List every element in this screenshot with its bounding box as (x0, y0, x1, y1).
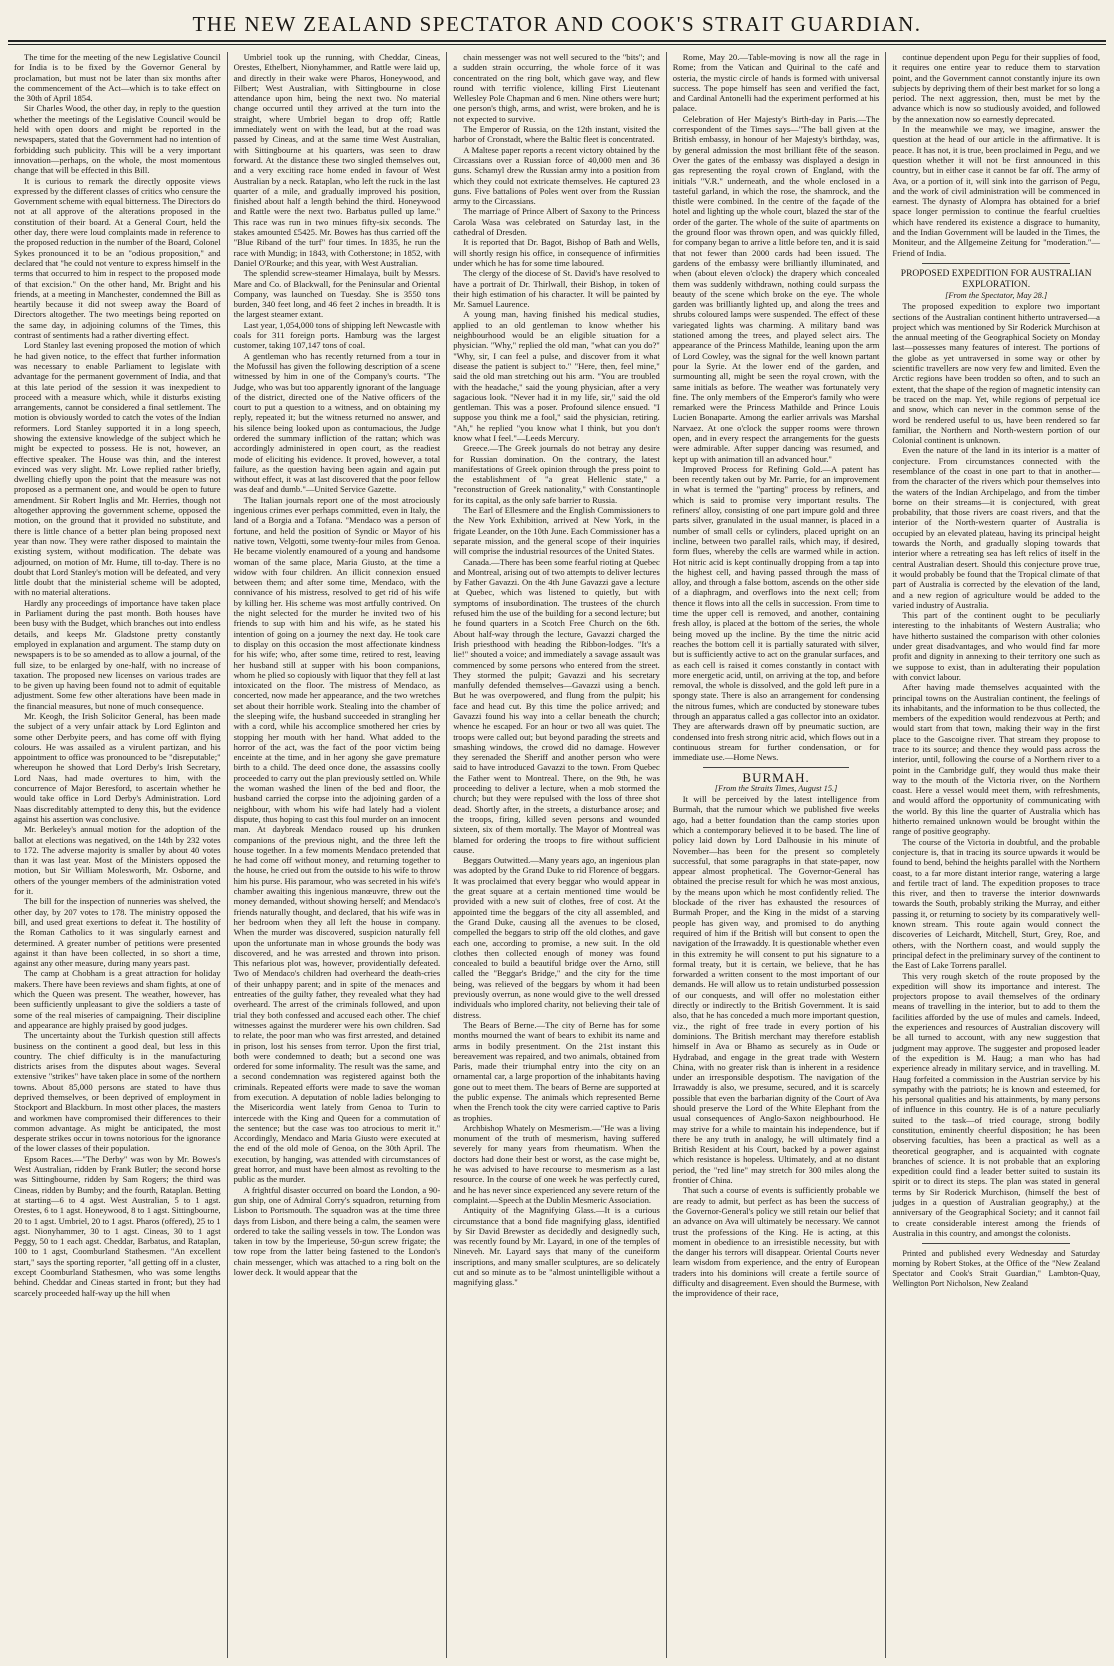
article-paragraph: Mr. Keogh, the Irish Solicitor General, has been made the subject of a very unfair attack by Lord Eglinton and some other Derbyite peers, and has come off with flying colours. He was assailed as a virulent partizan, and his appointment to office was pronounced to be "disreputable;" whereupon he showed that Lord Derby's Irish Secretary, Lord Naas, had made overtures to him, with the concurrence of Major Beresford, to ascertain whether he would take office in Lord Derby's Administration. Lord Naas discreditably attempted to deny this, but the evidence against his assertion was conclusive. (14, 711, 221, 824)
article-paragraph: This very rough sketch of the route proposed by the expedition will show its importance and interest. The projectors propose to avail themselves of the ordinary means of travelling in the interior, but to add to them the facilities afforded by the use of mules and camels. Indeed, the experiences and resources of Australian discovery will be all turned to account, with any new suggestion that judgment may approve. The suggester and proposed leader of the expedition is M. Haug; a man who has had experience already in military service, and in travelling. M. Haug forfeited a commission in the Austrian service by his sympathy with the patriots; he is known and esteemed, for his personal qualities and his attainments, by many persons of influence in this country. He is of a nature peculiarly suited to the task—of tried courage, strong bodily constitution, eminently cheerful disposition; he has been observing faculties, has been a practical as well as a theoretical geographer, and is acquainted with cognate branches of science. It is not probable that an exploring expedition could find a leader better suited to sustain its spirit or to direct its steps. The plan was stated in general terms by Sir Roderick Murchison, (himself the best of judges in a question of Australian geography,) at the anniversary of the Geographical Society; and it cannot fail to create considerable interest among the friends of Australia in this country, and amongst the colonists. (892, 970, 1100, 1238)
article-paragraph: A gentleman who has recently returned from a tour in the Mofussil has given the following description of a scene witnessed by him in one of the Company's courts. "The Judge, who was but too apparently ignorant of the language of the district, directed one of the Native officers of the court to put a question to a witness, and on obtaining my reply, repeated it; but the witness returned no answer, and his silence being looked upon as contumacious, the Judge ordered the summary infliction of the rattan; which was accordingly administered in open court, as the readiest mode of eliciting his evidence. It proved, however, a total failure, as the question having been again and again put without effect, it was at last discovered that the poor fellow was deaf and dumb."—United Service Gazette. (233, 350, 441, 495)
column-2 (228, 52, 448, 1658)
expedition-body (892, 301, 1100, 1238)
column-3 (447, 52, 667, 1658)
article-paragraph: The Italian journals report one of the most atrociously ingenious crimes ever perhaps committed, even in Italy, the land of a Borgia and a Tofana. "Mendaco was a person of fortune, and held the position of Syndic or Mayor of his native town, Velgotti, some twenty-four miles from Genoa. He became violently enamoured of a young and handsome woman of the same place, Maria Giusto, at the time a widow with four children. An illicit connexion ensued between them; and after some time, Mendaco, with the connivance of his mistress, resolved to get rid of his wife by killing her. His scheme was most artfully contrived. On the night selected for the murder he invited two of his friends to sup with him and his wife, as he stated his intention of going on a journey the next day. He took care to display on this occasion the most affectionate kindness for his wife; who, after some time, retired to rest, leaving her husband still at supper with his boon companions, whom he plied so copiously with liquor that they fell at last intoxicated on the floor. The mistress of Mendaco, as concerted, now made her appearance, and the two wretches set about their horrible work. Stealing into the chamber of the sleeping wife, the husband succeeded in strangling her with a cord, while his accomplice smothered her cries by stopping her mouth with her hand. What added to the horror of the act, was the fact of the poor victim being enceinte at the time, and in her agony she gave premature birth to a child. The deed once done, the assassins coolly proceeded to carry out the plan previously settled on. While the woman washed the linen of the bed and floor, the husband carried the corpse into the adjoining garden of a neighbour, with whom his wife had lately had a violent dispute, thus hoping to cast this foul murder on an innocent man. At daybreak Mendaco roused up his drunken companions of the previous night, and the three left the house together. In a few moments Mendaco pretended that he had come off without money, and returning together to the house, he cried out from the outside to his wife to throw him his purse. His paramour, who was secreted in his wife's chamber awaiting this ingenious manœuvre, threw out the money demanded, without showing herself; and Mendaco's friends naturally thought, and declared, that his wife was in her bedroom when they all left the house in company. When the murder was discovered, suspicion naturally fell upon the unfortunate man in whose grounds the body was discovered, and he was arrested and thrown into prison. This nefarious plot was, however, providentially defeated. Two of Mendaco's children had overheard the death-cries of their unhappy parent; and in spite of the menaces and entreaties of the guilty father, they revealed what they had overheard. The arrest of the criminals followed, and upon trial they both confessed and accused each other. The chief witnesses against the murderer were his own children. Sad to relate, the poor man who was first arrested, and detained in prison, lost his senses from terror. Upon the first trial, both were condemned to death; but a second one was ordered for some informality. The result was the same, and a second condemnation was registered against both the criminals. Repeated efforts were made to save the woman from execution. A deputation of noble ladies belonging to the Misericordia went lately from Genoa to Turin to intercede with the King and Queen for a commutation of the sentence; but the case was too atrocious to merit it." Accordingly, Mendaco and Maria Giusto were executed at the end of the old mole of Genoa, on the 30th April. The execution, by hanging, was attended with circumstances of great horror, and must have been almost as revolting to the public as the murder. (233, 494, 441, 1185)
article-paragraph: Beggars Outwitted.—Many years ago, an ingenious plan was adopted by the Grand Duke to rid Florence of beggars. It was proclaimed that every beggar who would appear in the great square at a certain mentioned time would be provided with a new suit of clothes, free of cost. At the appointed time the beggars of the city all assembled, and the Grand Duke, causing all the avenues to be closed, compelled the beggars to strip off the old clothes, and gave each one, according to promise, a new suit. In the old clothes then collected enough of money was found concealed to build a beautiful bridge over the Arno, still called the "Beggar's Bridge," and the city for the time being, was relieved of the beggars by whom it had been previously overrun, as none would give to the well dressed individuals who implored charity, not believing their tale of distress. (453, 855, 660, 1020)
article-paragraph: This part of the continent ought to be peculiarly interesting to the inhabitants of Western Australia; who have hitherto sustained the comparison with other colonies under great disadvantages, and who would find far more profit and dignity in annexing to their territory one such as we suppose to exist, than in adulterating their population with convict labour. (892, 610, 1100, 682)
article-paragraph: Canada.—There has been some fearful rioting at Quebec and Montreal, arising out of two attempts to deliver lectures by Father Gavazzi. On the 4th June Gavazzi gave a lecture at Quebec, which was listened to quietly, but with symptoms of insubordination. The trustees of the church refused him the use of the building for a second lecture; but he found quarters in a Scotch Free Church on the 6th. About half-way through the lecture, Gavazzi charged the Irish priesthood with heading the Ribbon-lodges. "It's a lie!" shouted a voice; and immediately a savage assault was commenced by some persons who entered from the street. They stormed the pulpit; Gavazzi and his secretary manfully defended themselves—Gavazzi using a bench. But he was overpowered, and flung from the pulpit; his face and head cut. By this time the police arrived; and Gavazzi found his way into a cellar beneath the church; whence he escaped. For an hour or two all was quiet. The troops were called out; but beyond parading the streets and smashing windows, the crowd did no damage. However they serenaded the Sheriff and another person who were said to have introduced Gavazzi to the town. From Quebec the Father went to Montreal. There, on the 9th, he was proceeding to deliver a lecture, when a mob stormed the church; but they were repulsed with the loss of three shot dead. Shortly after, in the streets, a disturbance arose; and the troops, firing, killed seven persons and wounded sixteen, six of them mortally. The Mayor of Montreal was blamed for ordering the troops to fire without sufficient cause. (453, 556, 660, 855)
article-paragraph: The marriage of Prince Albert of Saxony to the Princess Carola Wasa was celebrated on Saturday last, in the cathedral of Dresden. (453, 206, 660, 238)
article-paragraph: Lord Stanley last evening proposed the motion of which he had given notice, to the effect that further information was necessary to enable Parliament to legislate with advantage for the permanent government of India, and that at this late period of the session it was inexpedient to proceed with a measure which, while it disturbs existing arrangements, cannot be considered a final settlement. The motion is obviously worded to catch the votes of the Indian reformers. Lord Stanley supported it in a long speech, showing the extensive knowledge of the subject which he might be expected to possess. He is not, however, an effective speaker. The House was thin, and the interest evinced was very slight. Mr. Lowe replied rather briefly, dwelling chiefly upon the point that the measure was not proposed as a permanent one, and would be open to future amendment. Sir Robert Inglis and Mr. Herries, though not altogether approving the government scheme, opposed the motion, on the ground that it provided no substitute, and there is little chance of a better plan being proposed next year than now. They were rather disposed to maintain the existing system, without modification. The debate was adjourned, on motion of Mr. Hume, till to-day. There is no doubt that Lord Stanley's motion will be defeated, and very little doubt that the ministerial scheme will be adopted, with no material alterations. (14, 340, 221, 598)
article-paragraph: A Maltese paper reports a recent victory obtained by the Circassians over a Russian force of 40,000 men and 36 guns. Schamyl drew the Russian army into a position from which they could not extricate themselves. He captured 23 guns. Five battalions of Poles went over from the Russian army to the Circassians. (453, 144, 660, 207)
article-paragraph: The splendid screw-steamer Himalaya, built by Messrs. Mare and Co. of Blackwall, for the Peninsular and Oriental Company, was launched on Tuesday. She is 3550 tons burden, 340 feet long, and 46 feet 2 inches in breadth. It is the largest steamer extant. (233, 268, 441, 320)
article-paragraph: The clergy of the diocese of St. David's have resolved to have a portrait of Dr. Thirlwall, their Bishop, in token of their high estimation of his character. It will be painted by Mr. Samuel Laurence. (453, 268, 660, 310)
article-paragraph: After having made themselves acquainted with the principal towns on the Australian continent, the feelings of its inhabitants, and the information to be thus collected, the members of the expedition would rendezvous at Perth; and would start from that town, making their way in the first place to the Gascoigne river. That stream they propose to trace to its source; and thence they would pass across the interior, until, following the course of a Northern river to a point in the Cambridge gulf, they would thus make their way to the mouth of the Victoria river, on the Northern coast. Here a vessel would meet them, with refreshments, and would afford the opportunity of communicating with the world. By this line the quarter of Australia which has hitherto remained unknown would be brought within the range of positive geography. (892, 682, 1100, 837)
article-paragraph: The time for the meeting of the new Legislative Council for India is to be fixed by the Governor General by proclamation, but must not be later than six months after the commencement of the Act—which is to take effect on the 30th of April 1854. (14, 52, 221, 104)
article-paragraph: Sir Charles Wood, the other day, in reply to the question whether the meetings of the Legislative Council would be held with open doors and might be reported in the newspapers, stated that the Government had no intention of forbidding such publicity. This will be a very important innovation—perhaps, on the whole, the most momentous change that will be effected in this Bill. (14, 103, 221, 176)
article-paragraph: Improved Process for Refining Gold.—A patent has been recently taken out by Mr. Parrie, for an improvement in what is termed the "parting" process by refiners, and which is said to promise very important results. The refiners' alloy, consisting of one part impure gold and three parts silver, granulated in the usual manner, is placed in a number of small cells or cylinders, placed upright on an incline, between two parallel rails, which may, if desired, form flues, whereby the cells are warmed while in action. Hot nitric acid is kept continually dropping from a tap into the highest cell, and having passed through the mass of alloy, and through a false bottom, ascends on the other side of a diaphragm, and overflows into the next cell; from thence it flows into all the cells in succession. From time to time the upper cell is removed, and another, containing fresh alloy, is placed at the bottom of the series, the whole being moved up the incline. By the time the nitric acid reaches the bottom cell it is partially saturated with silver, but is sufficiently active to act on the granular surfaces, and as each cell is raised it comes constantly in contact with more energetic acid, until, on arriving at the top, and before removal, the whole is dissolved, and the gold left pure in a spongy state. There is also an arrangement for condensing the nitrous fumes, which are conducted by stoneware tubes through an apparatus called a gas collector into an oxidator. They are afterwards drawn off by pneumatic suction, are condensed into fresh strong nitric acid, which flows out in a continuous stream for further condensation, or for immediate use.—Home News. (672, 463, 880, 763)
article-paragraph: It will be perceived by the latest intelligence from Burmah, that the rumour which we published five weeks ago, had a better foundation than the camp stories upon which a contemporary believed it to be based. The line of policy laid down by Lord Dalhousie in his minute of November—has been for the present so completely successful, that some paragraphs in that state-paper, now appear almost prophetical. The Governor-General has obtained the precise result for which he was most anxious, by the means upon which he most confidently relied. The blockade of the river has exhausted the resources of Burmah Proper, and the King in the midst of a starving people has given way, and promised to do anything required of him if the British will but consent to open the navigation of the Irrawaddy. It is questionable whether even in this extremity he will consent to put his signature to a formal treaty, but it is certain, we believe, that he has forwarded a written consent to the most important of our demands. He will allow us to retain undisturbed possession of our conquests, and will offer no molestation either directly or indirectly to the British Government. It is said also, that he has conceded a much more important question, viz., the right of free trade in every portion of his dominions. The British merchant may therefore establish himself in Ava or Bhamo as securely as in Oude or Hydrabad, and engage in the great trade with Western China, with no greater risk than is inherent in a residence under an irresponsible despotism. The navigation of the Irrawaddy is also, we presume, secured, and it is scarcely possible that even the barbarian dignity of the Court of Ava should preserve the Lord of the White Elephant from the usual consequences of Anglo-Saxon neighbourhood. He may strive for a while to maintain his independence, but if there be any truth in analogy, he will ultimately find a British Resident at his Court, backed by a power against which resistance is hopeless. Ultimately, and at no distant period, the "red line" may stretch for 300 miles along the frontier of China. (672, 794, 880, 1186)
article-paragraph: Greece.—The Greek journals do not betray any desire for Russian domination. On the contrary, the latest manifestations of Greek opinion through the press point to the establishment of "a great Hellenic state," a "reconstruction of Greek nationality," with Constantinople for its capital, as the only safe barrier to Russia. (453, 443, 660, 505)
article-paragraph: Archbishop Whately on Mesmerism.—"He was a living monument of the truth of mesmerism, having suffered severely for many years from rheumatism. When the doctors had done their best or worst, as the case might be, he was advised to have recourse to mesmerism as a last resource. In the course of one week he was perfectly cured, and he has never since experienced any severe return of the complaint.—Speech at the Dublin Mesmeric Association. (453, 1122, 660, 1205)
masthead (0, 0, 1114, 58)
article-paragraph: That such a course of events is sufficiently probable we are ready to admit, but perfect as has been the success of the Governor-General's policy we still retain our belief that an advance on Ava will ultimately be necessary. We cannot trust the professions of the King. He is acting, at this moment in obedience to an irresistible necessity, but with the danger his terrors will disappear. Oriental Courts never learn wisdom from experience, and the entry of European traders into his dominions will create a fertile source of difficulty and disagreement. Even should the Burmese, with the improvidence of their race, (672, 1185, 880, 1299)
article-paragraph: Mr. Berkeley's annual motion for the adoption of the ballot at elections was negatived, on the 14th by 232 votes to 172. The adverse majority is smaller by about 40 votes than it was last year. Most of the Ministers opposed the motion, but Sir William Molesworth, Mr. Osborne, and others of the younger members of the administration voted for it. (14, 824, 221, 897)
article-paragraph: The camp at Chobham is a great attraction for holiday makers. There have been reviews and sham fights, at one of which the Queen was present. The weather, however, has been sufficiently unpleasant to give the soldiers a taste of some of the real miseries of campaigning. Their discipline and appearance are highly praised by good judges. (14, 968, 221, 1030)
article-paragraph: The Bears of Berne.—The city of Berne has for some months mourned the want of bears to exhibit its name and arms in bodily presentment. On the 21st instant this bereavement was repaired, and two animals, obtained from Paris, made their triumphal entry into the city on an ornamental car, a large proportion of the inhabitants having gone out to meet them. The bears of Berne are supported at the public expense. The animals which represented Berne when the French took the city were carried captive to Paris as trophies. (453, 1019, 660, 1123)
article-paragraph: Celebration of Her Majesty's Birth-day in Paris.—The correspondent of the Times says—"The ball given at the British embassy, in honour of her Majesty's birthday, was, by general admission the most brilliant fête of the season. Over the gates of the embassy was displayed a design in gas representing the royal crown of England, with the initials "V.R." underneath, and the whole enclosed in a tasteful garland, in which the rose, the shamrock, and the thistle were combined. In the centre of the façade of the hotel and lighting up the whole court, blazed the star of the order of the garter. The whole of the suite of apartments on the ground floor was thrown open, and was quickly filled, for company began to arrive a little before ten, and it is said that not fewer than 2000 cards had been issued. The gardens of the embassy were brilliantly illuminated, and when (about eleven o'clock) the drapery which concealed them was suddenly withdrawn, nothing could surpass the beauty of the scene which broke on the eye. The whole garden was brilliantly lighted up, and along the trees and shrubs coloured lamps were suspended. The effect of these variegated lights was charming. A military band was stationed among the trees, and played select airs. The appearance of the Princess Mathilde, leaning upon the arm of Lord Cowley, was the signal for the well known partant pour la Syrie. At the lower end of the garden, and surmounting all, might be seen the royal crown, with the same initials as before. The weather was fortunately very fine. The only members of the Emperor's family who were remarked were the Princess Mathilde and Prince Louis Lucien Bonaparte. Among the earlier arrivals was Marshal Narvaez. At one o'clock the supper rooms were thrown open, and in every respect the arrangements for the guests were admirable. After supper dancing was resumed, and kept up with animation till an advanced hour." (672, 113, 880, 464)
article-separator (922, 263, 1070, 264)
column-5-body (892, 52, 1100, 258)
column-4 (667, 52, 887, 1658)
article-paragraph: Even the nature of the land in its interior is a matter of conjecture. From circumstances connected with the resemblance of the coast in one part to that in another—from the character of the rivers which pour themselves into the waters of the Indian Archipelago, and from the timber borne on their streams—it is conjectured, with great probability, that those rivers are coast rivers, and that the interior of the North-western quarter of Australia is occupied by an elevated plateau, having its principal height towards the North, and gradually sloping towards that interior where a retreating sea has left relics of itself in the central Australian desert. Should this conjecture prove true, it would probably be found that the Tropical climate of that part of Australia is corrected by the elevation of the land, and a new region of agriculture would be added to the varied industry of Australia. (892, 445, 1100, 610)
masthead-rule-thin (8, 44, 1106, 45)
article-paragraph: Rome, May 20.—Table-moving is now all the rage in Rome; from the Vatican and Quirinal to the café and osteria, the mystic circle of hands is formed with universal success. The pope himself has seen and verified the fact, and Cardinal Antonelli had the experiment performed at his palace. (672, 52, 880, 114)
article-paragraph: A young man, having finished his medical studies, applied to an old gentleman to know whether his neighbourhood would be an eligible situation for a physician. "Why," replied the old man, "what can you do?" "Why, sir, I can feel a pulse, and discover from it what disease the patient is subject to." "Here, then, feel mine," said the old man stretching out his arm. "You are troubled with the headache," said the young physician, after a very sagacious look. "Never had it in my life, sir," said the old gentleman. This was a poser. Profound silence ensued. "I suppose you think me a fool," said the physician, retiring. "Ah," he replied "you know what I think, but you don't know what I feel."—Leeds Mercury. (453, 309, 660, 443)
article-paragraph: The Earl of Ellesmere and the English Commissioners to the New York Exhibition, arrived at New York, in the frigate Leander, on the 10th June. Each Commissioner has a separate mission, and the general scope of their inquiries will comprise the industrial resources of the United States. (453, 505, 660, 557)
article-paragraph: Last year, 1,054,000 tons of shipping left Newcastle with coals for 311 foreign ports. Hamburg was the largest customer, taking 107,147 tons of coal. (233, 319, 441, 351)
article-paragraph: The bill for the inspection of nunneries was shelved, the other day, by 207 votes to 178. The ministry opposed the bill, and used great exertions to defeat it. The hostility of the Roman Catholics to it was singularly earnest and determined. A greater number of petitions were presented against it than have been collected, in so short a time, against any other measure, during many years past. (14, 896, 221, 969)
burmah-body (673, 794, 880, 1299)
newspaper-columns (8, 52, 1106, 1658)
article-separator (703, 767, 850, 768)
article-paragraph: In the meanwhile we may, we imagine, answer the question at the head of our article in the affirmative. It is peace. It has not, it is true, been proclaimed in Pegu, and we question whether it will not be first announced in this country, but in either case it cannot be far off. The army of Ava, or a portion of it, will sink into the garrison of Pegu, and the work of civil administration will be commenced in earnest. The dynasty of Alompra has obtained for a brief space longer permission to continue the fearful cruelties which have rendered its existence a disgrace to humanity, and the Indian Government will be lauded in the Times, the Moniteur, and the Allgemeine Zeitung for "moderation."—Friend of India. (892, 124, 1100, 258)
article-paragraph: Epsom Races.—"The Derby" was won by Mr. Bowes's West Australian, ridden by Frank Butler; the second horse was Sittingbourne, ridden by Sam Rogers; the third was Cineas, ridden by Bumby; and the fourth, Rataplan. Betting at starting—6 to 4 agst. West Australian, 5 to 1 agst. Orestes, 6 to 1 agst. Honeywood, 8 to 1 agst. Sittingbourne, 20 to 1 agst. Umbriel, 20 to 1 agst. Pharos (offered), 25 to 1 agst. Nionyhammer, 30 to 1 agst. Cineas, 30 to 1 agst Peggy, 50 to 1 each agst. Cheddar, Barbatus, and Rataplan, 100 to 1 agst, Coomburland Stathesmen. "An excellent start," says the sporting reporter, "all getting off in a cluster, except Coomburland Stathesmen, who was some lengths behind. Cheddar and Cineas started in front; but they had scarcely proceeded half-way up the hill when (14, 1153, 221, 1298)
expedition-source: [From the Spectator, May 28.] (945, 290, 1048, 300)
article-paragraph: It is reported that Dr. Bagot, Bishop of Bath and Wells, will shortly resign his office, in consequence of infirmities under which he has for some time laboured. (453, 237, 660, 268)
article-paragraph: chain messenger was not well secured to the "bits"; and a sudden strain occurring, the whole force of it was concentrated on the ring bolt, which gave way, and flew round with terrific violence, killing First Lieutenant Wellesley Pole Chapman and 6 men. Nine others were hurt; one person's thigh, arms, and wrist, were broken, and he is not expected to survive. (453, 52, 660, 124)
burmah-heading: BURMAH. (742, 770, 810, 786)
expedition-heading: PROPOSED EXPEDITION FOR AUSTRALIAN EXPLORATION. (900, 268, 1092, 290)
article-paragraph: It is curious to remark the directly opposite views expressed by the different classes of critics who censure the Government scheme with equal bitterness. The Directors do not at all approve of the alterations proposed in the constitution of their board. At a General Court, held the other day, there were loud complaints made in reference to the proposed reduction in the number of the Board, Colonel Sykes pronounced it to be an "odious proposition," and declared that "he could not venture to express himself in the terms that occurred to him in respect to the proposed mode of that excision." On the other hand, Mr. Bright and his friends, at a meeting in Manchester, condemned the Bill as heartily because it did not sweep away the Board of Directors altogether. The two meetings being reported on the same day, in adjoining columns of the Times, this contrast of sentiments had a rather diverting effect. (14, 175, 221, 341)
article-paragraph: The uncertainty about the Turkish question still affects business on the continent a good deal, but less in this country. The chief difficulty is in the manufacturing districts arises from the disputes about wages. Several extensive "strikes" have taken place in some of the northern towns. About 85,000 persons are stated to have thus deprived themselves, or been deprived of employment in Stockport and Blackburn. In most other places, the masters and workmen have compromised their differences to their common advantage. As might be anticipated, the most desperate strikes occur in towns notorious for the ignorance of the lower classes of their population. (14, 1030, 221, 1154)
imprint-separator (922, 1243, 1070, 1244)
article-paragraph: The course of the Victoria in doubtful, and the probable conjecture is, that in tracing its source upwards it would be found to bend, behind the heights parallel with the Northern coast, to a far more distant interior range, watering a large and fertile tract of land. The expedition proposes to trace this river, and then to traverse the interior downwards towards the South, probably striking the Murray, and either passing it, or returning to society by its comparatively well-known stream. This route again would connect the discoveries of Leichardt, Mitchell, Sturt, Grey, Roe, and others, with the Northern coast, and would supply the principal defect in the preliminary survey of the continent to the East of Lake Torrens parallel. (892, 836, 1100, 971)
article-paragraph: Umbriel took up the running, with Cheddar, Cineas, Orestes, Ethelbert, Nionyhammer, and Rattle were laid up, and directly in their wake were Pharos, Honeywood, and Filbert; West Australian, with Sittingbourne in close attendance upon him, being the next two. No material change occurred until they arrived at the turn into the straight, where Umbriel began to drop off; Rattle immediately went on with the lead, but at the road was passed by Cineas, and at the same time West Australian, with Sittingbourne at his quarters, was seen to draw forward. At the distance these two singled themselves out, and a very exciting race home ended in favour of West Australian by a neck. Rataplan, who left the ruck in the last quarter of a mile, and gradually improved his position, finished about half a length behind the third. Honeywood and Rattle were the next two. Barbatus pulled up lame." This race was run in two minues fifty-six seconds. The stakes amounted £5425. Mr. Bowes has thus carried off the "Blue Riband of the turf" four times. In 1835, he run the race with Mundig; in 1843, with Cotherstone; in 1852, with Daniel O'Rourke; and this year, with West Australian. (233, 52, 441, 268)
article-paragraph: Antiquity of the Magnifying Glass.—It is a curious circumstance that a bond fide magnifying glass, identified by Sir David Brewster as decidedly and designedly such, was recently found by Mr. Layard, in one of the temples of Nineveh. Mr. Layard says that many of the cuneiform inscriptions, and many smaller sculptures, are so delicately cut and so minute as to be "almost unintelligible without a magnifying glass." (453, 1205, 660, 1288)
burmah-source: [From the Straits Times, August 15.] (714, 783, 838, 793)
masthead-rule (8, 40, 1106, 42)
article-paragraph: Hardly any proceedings of importance have taken place in Parliament during the past month. Both houses have been busy with the Budget, which branches out into endless details, and keeps Mr. Gladstone pretty constantly employed in explanation and argument. The stamp duty on newspapers is to be so amended as to allow a journal, of the full size, to be enlarged by one-half, with no increase of taxation. The proposed new licenses on various trades are to be given up having been found not to admit of equitable adjustment. Some few other alterations have been made in the financial measures, but none of much consequence. (14, 597, 221, 711)
column-1 (8, 52, 228, 1658)
column-5 (886, 52, 1106, 1658)
article-paragraph: The Emperor of Russia, on the 12th instant, visited the harbor of Cronstadt, where the Baltic fleet is concentrated. (453, 124, 660, 145)
imprint: Printed and published every Wednesday and Saturday morning by Robert Stokes, at the Office of the "New Zealand Spectator and Cook's Strait Guardian," Lambton-Quay, Wellington Port Nicholson, New Zealand (892, 1249, 1100, 1289)
article-paragraph: continue dependent upon Pegu for their supplies of food, it requires one entire year to reduce them to starvation point, and the Government cannot constantly injure its own subjects by depriving them of their best market for so long a period. The next aggression, then, must be met by the advance which is now so studiously avoided, and followed by the annexation now so earnestly deprecated. (892, 52, 1100, 124)
article-paragraph: The proposed expedition to explore two important sections of the Australian continent hitherto untraversed—a project which was mentioned by Sir Roderick Murchison at the annual meeting of the Geographical Society on Monday last—possesses many features of interest. The portions of the globe as yet untraversed in some way or other by scientific travellers are now very few and limited. Even the Arctic regions have been trodden so often, and to such an extent, that the shape of the region of magnetic intensity can be traced on the map. Yet, while regions of perpetual ice and snow, which can never in the common sense of the word be rendered useful to us, have been rendered so far familiar, the Northern and North-western portion of our Colonial continent is unknown. (892, 301, 1100, 446)
article-paragraph: A frightful disaster occurred on board the London, a 90-gun ship, one of Admiral Corry's squadron, returning from Lisbon to Portsmouth. The squadron was at the time three days from Lisbon, and there being a calm, the seamen were ordered to take the sailing vessels in tow. The London was taken in tow by the Imperieuse, 50-gun screw frigate; the tow rope from the latter being fastened to the London's chain messenger, which was attached to a ring bolt on the lower deck. It would appear that the (233, 1184, 441, 1278)
newspaper-title: THE NEW ZEALAND SPECTATOR AND COOK'S STRAIT GUARDIAN. (192, 12, 922, 36)
column-4-body (673, 52, 880, 762)
